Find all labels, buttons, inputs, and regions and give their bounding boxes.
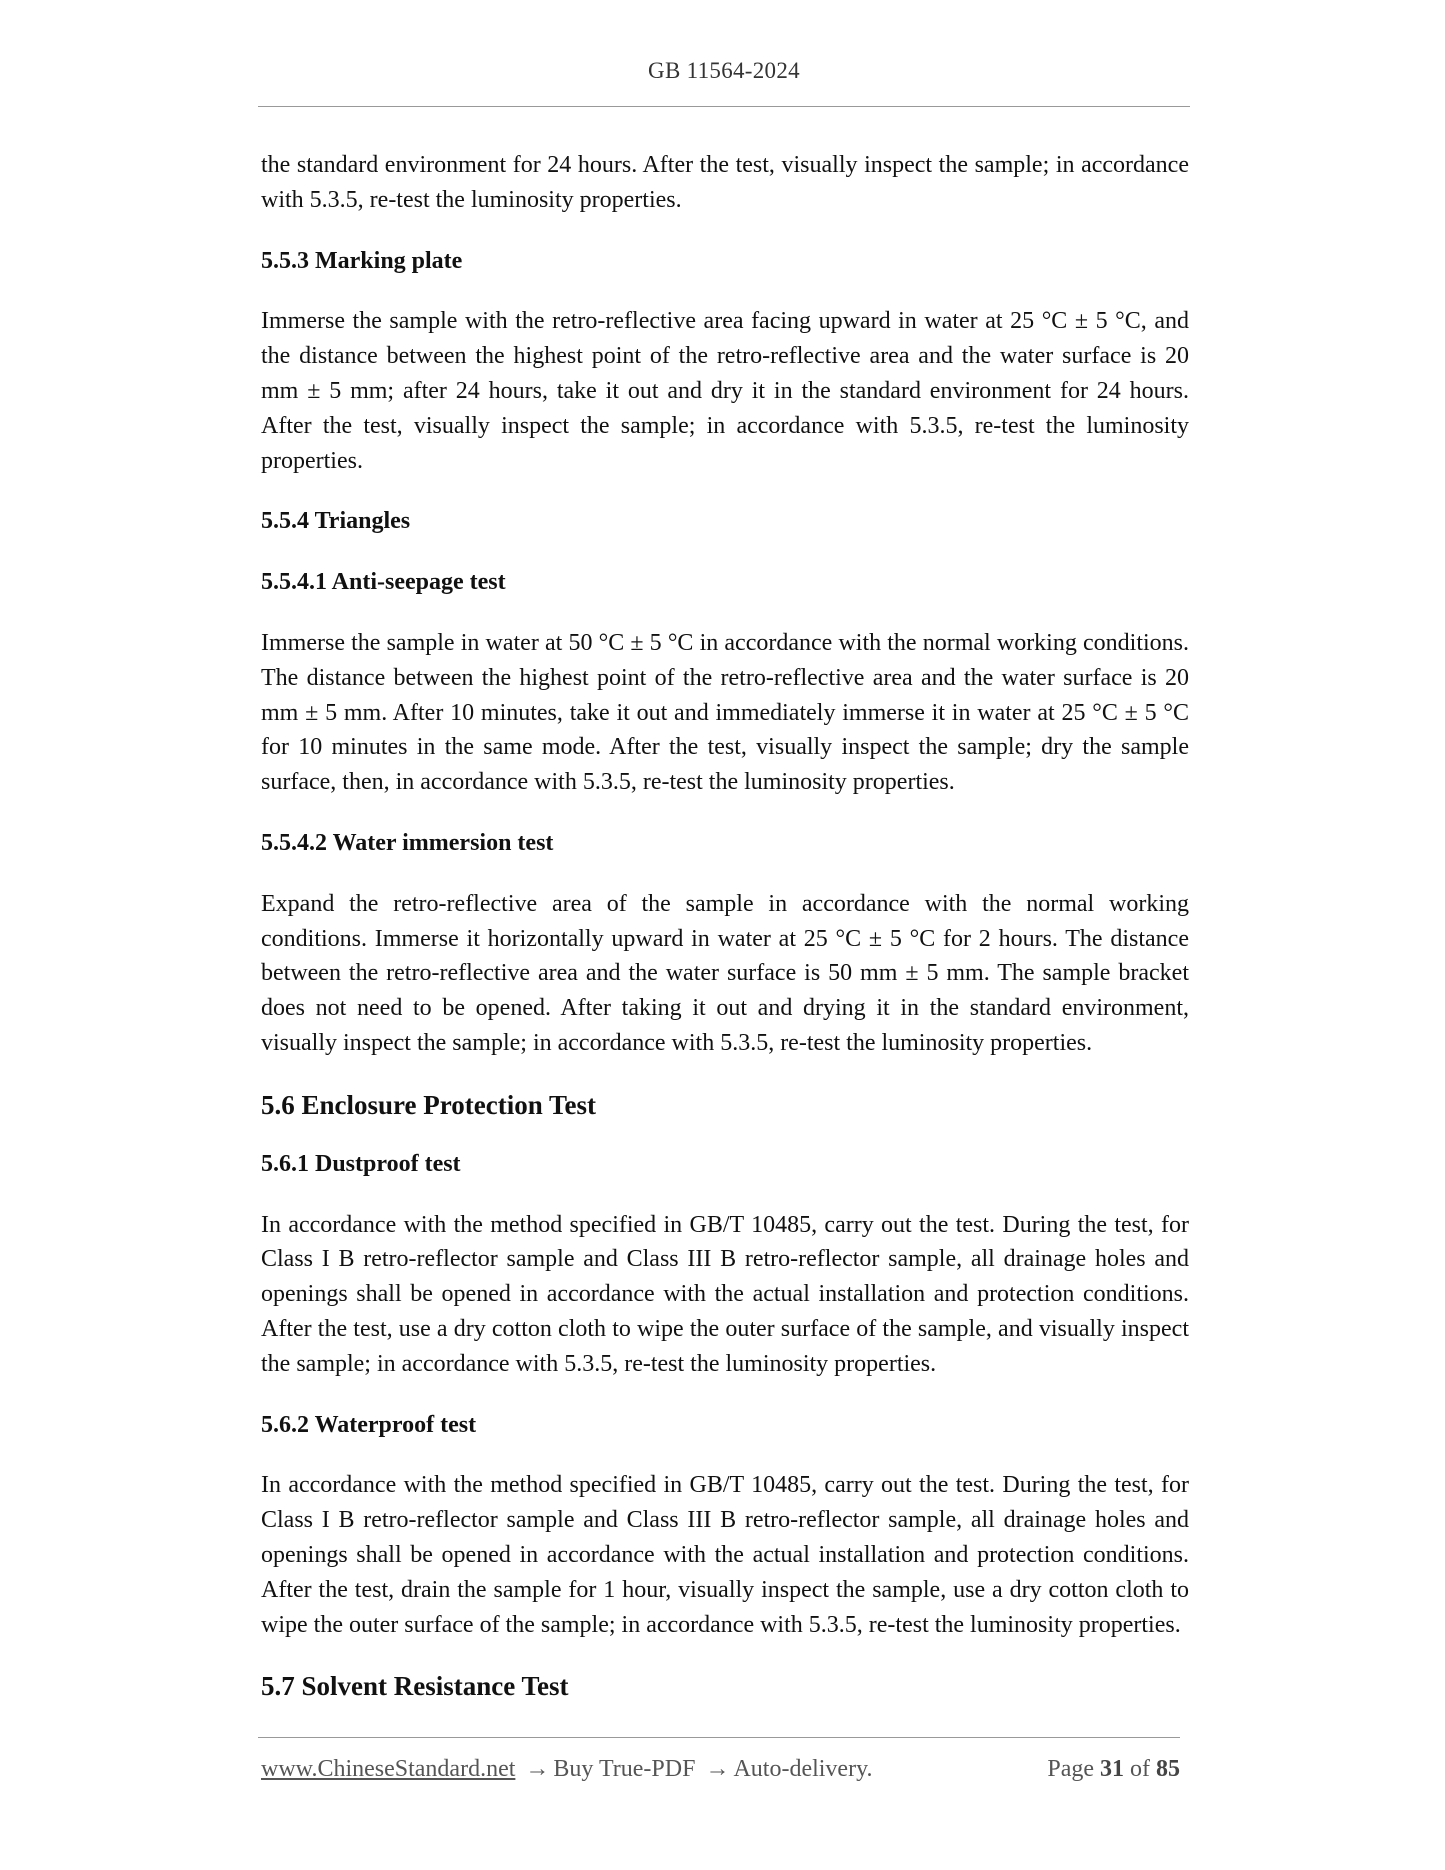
- chinesestandard-link[interactable]: www.ChineseStandard.net: [261, 1756, 516, 1782]
- page-header-title: GB 11564-2024: [648, 58, 800, 83]
- arrow-right-icon: →: [525, 1756, 550, 1782]
- page-total: 85: [1156, 1756, 1180, 1782]
- paragraph-5-6-2: In accordance with the method specified in GB/T 10485, carry out the test. During the test, for Class I B retro-reflector sample and Class III B retro-reflector sample, all drainage holes and openings shall be opened in accordance with the actual installation and protection conditions. After the test, drain the sample for 1 hour, visually inspect the sample, use a dry cotton cloth to wipe the outer surface of the sample; in accordance with 5.3.5, re-test the luminosity properties.: [261, 1472, 1189, 1638]
- page-current: 31: [1100, 1756, 1124, 1782]
- buy-true-pdf-text: Buy True-PDF: [553, 1756, 696, 1782]
- paragraph-5-5-3: Immerse the sample with the retro-reflective area facing upward in water at 25 °C ± 5 °C, and the distance between the highest point of the retro-reflective area and the water surface is 20 mm ± 5 mm; after 24 hours, take it out and dry it in the standard environment for 24 hours. After the test, visually inspect the sample; in accordance with 5.3.5, re-test the luminosity properties.: [261, 308, 1189, 474]
- page-footer: [261, 1756, 1180, 1783]
- header-divider: [258, 106, 1190, 107]
- footer-divider: [258, 1737, 1180, 1738]
- paragraph-5-5-4-2: Expand the retro-reflective area of the sample in accordance with the normal working conditions. Immerse it horizontally upward in water at 25 °C ± 5 °C for 2 hours. The distance between the retro-reflective area and the water surface is 50 mm ± 5 mm. The sample bracket does not need to be opened. After taking it out and drying it in the standard environment, visually inspect the sample; in accordance with 5.3.5, re-test the luminosity properties.: [261, 890, 1189, 1056]
- footer-left: [261, 1756, 873, 1783]
- document-body: [261, 148, 1189, 1728]
- heading-5-5-3: 5.5.3 Marking plate: [261, 247, 463, 274]
- arrow-right-icon: →: [705, 1756, 730, 1782]
- auto-delivery-text: Auto-delivery.: [733, 1756, 873, 1782]
- page-label: Page: [1047, 1756, 1094, 1782]
- heading-5-5-4-2: 5.5.4.2 Water immersion test: [261, 829, 554, 856]
- paragraph-5-5-4-1: Immerse the sample in water at 50 °C ± 5 °C in accordance with the normal working conditions. The distance between the highest point of the retro-reflective area and the water surface is 20 mm ± 5 mm. After 10 minutes, take it out and immediately immerse it in water at 25 °C ± 5 °C for 10 minutes in the same mode. After the test, visually inspect the sample; dry the sample surface, then, in accordance with 5.3.5, re-test the luminosity properties.: [261, 629, 1189, 796]
- paragraph-intro: the standard environment for 24 hours. After the test, visually inspect the sample; in accordance with 5.3.5, re-test the luminosity properties.: [261, 152, 1189, 213]
- heading-5-6-2: 5.6.2 Waterproof test: [261, 1411, 477, 1438]
- heading-5-5-4-1: 5.5.4.1 Anti-seepage test: [261, 569, 506, 596]
- page-number: [1047, 1756, 1180, 1783]
- page-of: of: [1130, 1756, 1150, 1782]
- heading-5-5-4: 5.5.4 Triangles: [261, 508, 411, 535]
- heading-5-6: 5.6 Enclosure Protection Test: [261, 1089, 596, 1120]
- paragraph-5-6-1: In accordance with the method specified in GB/T 10485, carry out the test. During the test, for Class I B retro-reflector sample and Class III B retro-reflector sample, all drainage holes and openings shall be opened in accordance with the actual installation and protection conditions. After the test, use a dry cotton cloth to wipe the outer surface of the sample, and visually inspect the sample; in accordance with 5.3.5, re-test the luminosity properties.: [261, 1211, 1189, 1377]
- heading-5-6-1: 5.6.1 Dustproof test: [261, 1150, 461, 1177]
- heading-5-7: 5.7 Solvent Resistance Test: [261, 1671, 569, 1702]
